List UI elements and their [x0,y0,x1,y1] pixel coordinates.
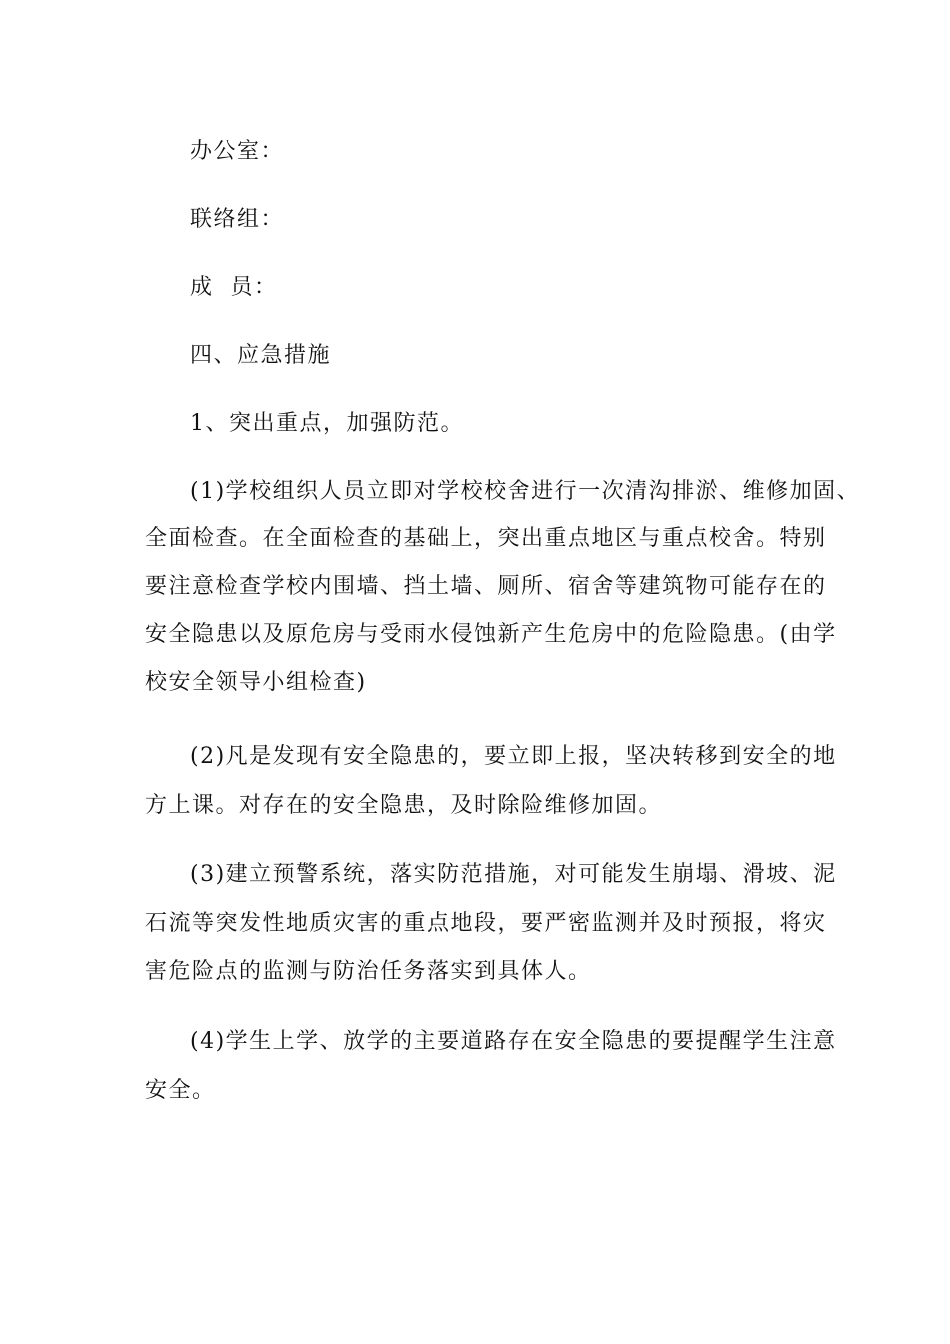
office-label: 办公室： [190,139,285,164]
paragraph-line: 校安全领导小组检查) [145,670,367,695]
paragraph-line: (1)学校组织人员立即对学校校舍进行一次清沟排淤、维修加固、 [190,479,861,504]
members-label: 成 员： [190,275,278,300]
paragraph-line: (3)建立预警系统，落实防范措施，对可能发生崩塌、滑坡、泥 [190,862,837,887]
paragraph-line: (2)凡是发现有安全隐患的，要立即上报，坚决转移到安全的地 [190,744,837,769]
section-heading: 四、应急措施 [190,343,332,368]
liaison-group-label: 联络组： [190,207,285,232]
paragraph-line: 要注意检查学校内围墙、挡土墙、厕所、宿舍等建筑物可能存在的 [145,574,827,599]
paragraph-line: 方上课。对存在的安全隐患，及时除险维修加固。 [145,793,663,818]
paragraph-line: (4)学生上学、放学的主要道路存在安全隐患的要提醒学生注意 [190,1029,837,1054]
paragraph-line: 全面检查。在全面检查的基础上，突出重点地区与重点校舍。特别 [145,526,827,551]
paragraph-line: 石流等突发性地质灾害的重点地段，要严密监测并及时预报，将灾 [145,911,827,936]
item-heading: 1、突出重点，加强防范。 [190,411,464,436]
paragraph-line: 安全。 [145,1078,216,1103]
paragraph-line: 安全隐患以及原危房与受雨水侵蚀新产生危房中的危险隐患。(由学 [145,622,837,647]
paragraph-line: 害危险点的监测与防治任务落实到具体人。 [145,959,592,984]
